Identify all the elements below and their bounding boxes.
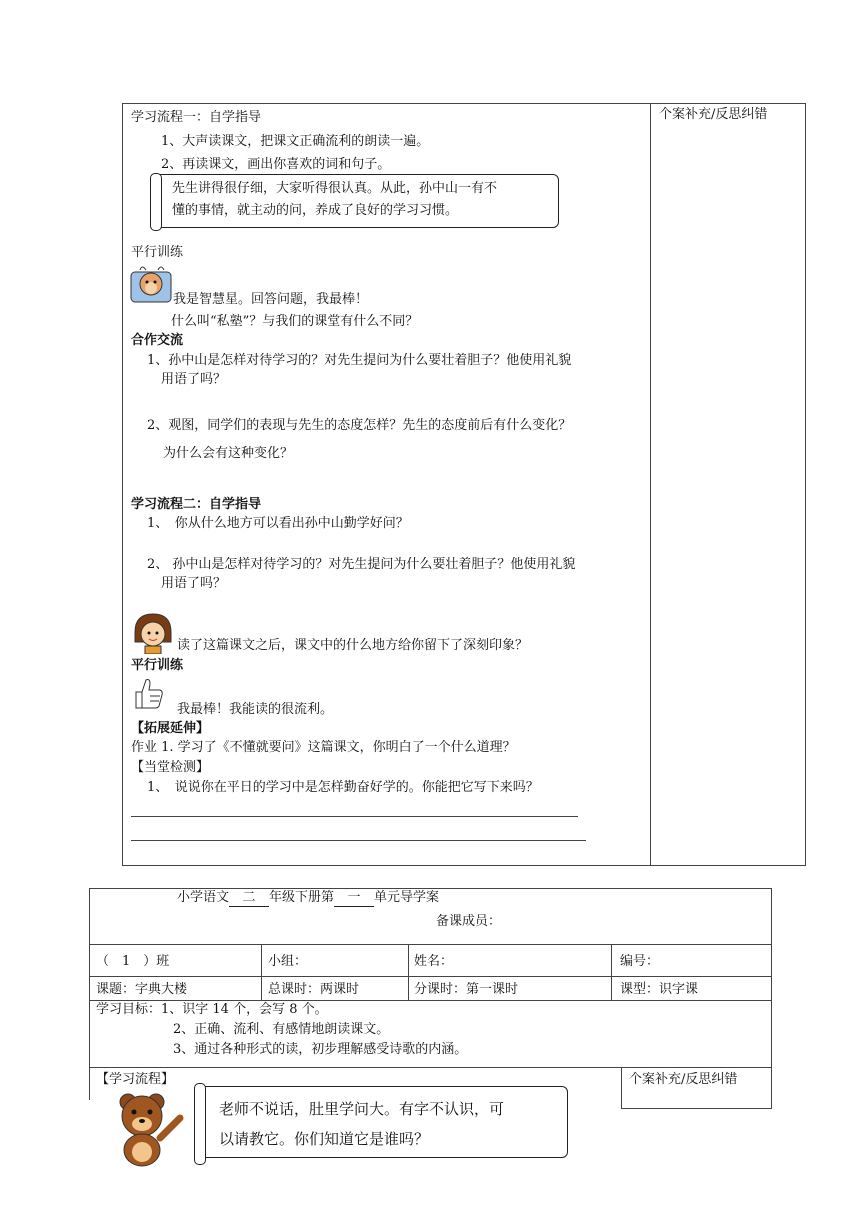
goal-2: 2、正确、流利、有感情地朗读课文。 <box>173 1022 390 1037</box>
goal-1: 学习目标：1、识字 14 个，会写 8 个。 <box>96 1002 328 1017</box>
unit-value: 一 <box>334 890 374 907</box>
practice1-title: 平行训练 <box>131 245 184 260</box>
answer-line-1 <box>131 816 578 817</box>
check-q1: 1、 说说你在平日的学习中是怎样勤奋好学的。你能把它写下来吗？ <box>147 780 539 795</box>
header-mid: 年级下册第 <box>269 890 335 905</box>
goal-3: 3、通过各种形式的读，初步理解感受诗歌的内涵。 <box>173 1042 468 1057</box>
name-label: 姓名： <box>414 954 454 969</box>
question-private-school: 什么叫“私塾”？与我们的课堂有什么不同？ <box>171 314 419 329</box>
thumb-line: 我最棒！我能读的很流利。 <box>177 702 334 717</box>
prep-members: 备课成员： <box>436 914 502 929</box>
answer-line-2 <box>131 840 586 841</box>
flow2-q2-line1: 2、 孙中山是怎样对待学习的？对先生提问为什么要壮着胆子？他使用礼貌 <box>147 557 576 572</box>
coop-q2-line1: 2、观图，同学们的表现与先生的态度怎样？先生的态度前后有什么变化？ <box>147 418 572 433</box>
girl-icon <box>131 612 175 654</box>
sub-hours: 分课时：第一课时 <box>414 982 519 997</box>
scroll-note <box>155 174 559 228</box>
class-label: （ 1 ）班 <box>96 954 170 969</box>
grade-value: 二 <box>229 890 269 907</box>
flow1-title: 学习流程一：自学指导 <box>131 110 262 125</box>
group-label: 小组： <box>268 954 308 969</box>
homework: 作业 1. 学习了《不懂就要问》这篇课文，你明白了一个什么道理？ <box>131 740 516 755</box>
extend-title: 【拓展延伸】 <box>131 721 210 736</box>
flow2-title: 学习流程二：自学指导 <box>131 497 262 512</box>
side-header-2: 个案补充/反思纠错 <box>629 1072 738 1087</box>
practice2-title: 平行训练 <box>131 658 184 673</box>
flow1-item-1: 1、大声读课文，把课文正确流利的朗读一遍。 <box>161 134 430 149</box>
flow1-item-2: 2、再读课文，画出你喜欢的词和句子。 <box>161 157 391 172</box>
total-hours: 总课时：两课时 <box>268 982 360 997</box>
monkey-icon <box>130 264 172 304</box>
flow2-q2-line2: 用语了吗？ <box>161 576 227 591</box>
flow-title: 【学习流程】 <box>96 1072 175 1087</box>
coop-q1-line1: 1、孙中山是怎样对待学习的？对先生提问为什么要壮着胆子？他使用礼貌 <box>147 353 572 368</box>
header-title <box>177 890 439 907</box>
girl-line: 读了这篇课文之后，课文中的什么地方给你留下了深刻印象？ <box>177 638 529 653</box>
bear-icon <box>106 1088 186 1168</box>
flow2-q1: 1、 你从什么地方可以看出孙中山勤学好问？ <box>147 516 409 531</box>
number-label: 编号： <box>620 954 660 969</box>
scroll-line-1: 先生讲得很仔细，大家听得很认真。从此，孙中山一有不 <box>172 181 498 196</box>
side-header: 个案补充/反思纠错 <box>659 107 768 122</box>
scroll-line-2: 懂的事情，就主动的问，养成了良好的学习习惯。 <box>172 203 459 218</box>
check-title: 【当堂检测】 <box>131 760 210 775</box>
cooperate-title: 合作交流 <box>131 333 184 348</box>
coop-q1-line2: 用语了吗？ <box>161 372 227 387</box>
header-suffix: 单元导学案 <box>374 890 440 905</box>
monkey-line: 我是智慧星。回答问题，我最棒！ <box>173 292 369 307</box>
header-prefix: 小学语文 <box>177 890 230 905</box>
lesson-type: 课型：识字课 <box>620 982 699 997</box>
riddle-line-1: 老师不说话，肚里学问大。有字不认识，可 <box>219 1100 505 1118</box>
riddle-scroll <box>200 1086 568 1158</box>
lesson-title: 课题：字典大楼 <box>96 982 188 997</box>
thumbs-up-icon <box>130 676 166 712</box>
riddle-line-2: 以请教它。你们知道它是谁吗？ <box>219 1130 430 1148</box>
coop-q2-line2: 为什么会有这种变化？ <box>163 446 294 461</box>
